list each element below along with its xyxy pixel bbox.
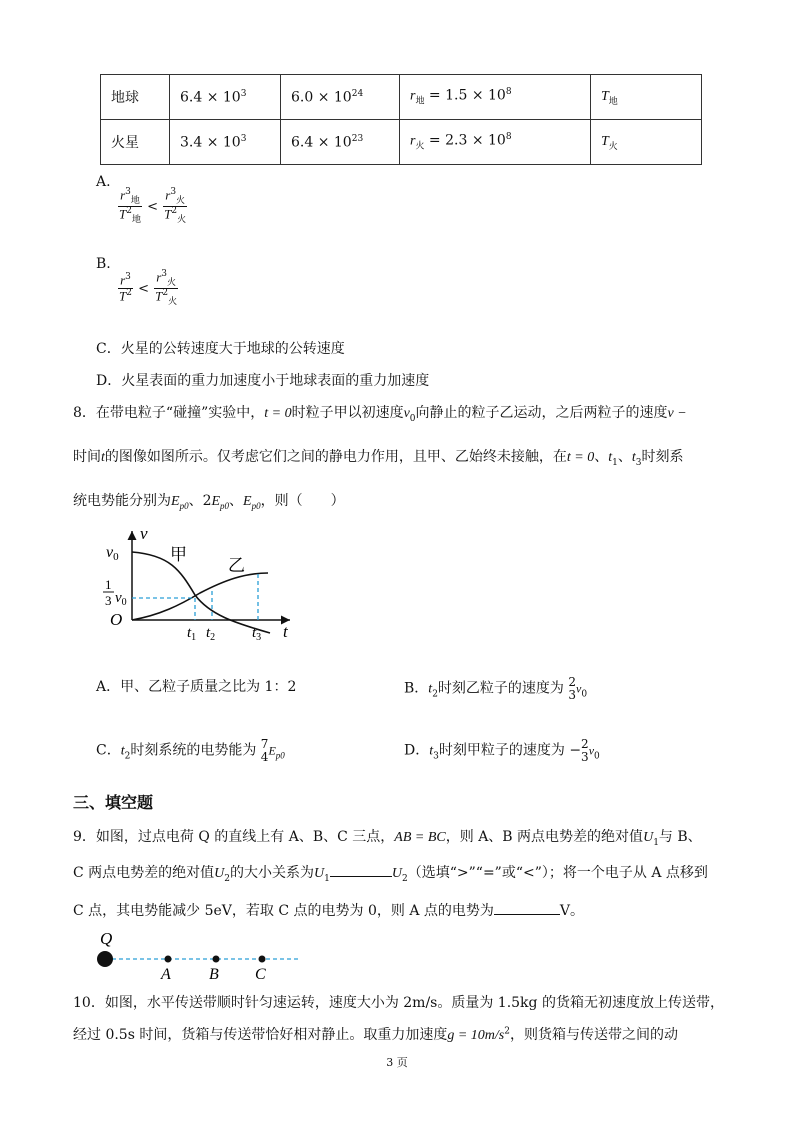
q10-stem-line2: 经过 0.5s 时间，货箱与传送带恰好相对静止。取重力加速度$g = 10m/s^2$，则货箱与传送带之间的动 bbox=[73, 1026, 678, 1043]
q7-option-b-label: B. bbox=[96, 256, 111, 272]
third-num: 1 bbox=[105, 577, 112, 592]
q8-option-d: D．$t_3$时刻甲粒子的速度为 − 2 3 $v_0$ bbox=[404, 737, 600, 764]
third-den: 3 bbox=[105, 593, 112, 608]
point-c bbox=[259, 956, 266, 963]
point-a bbox=[165, 956, 172, 963]
q8-stem-line1: 8．在带电粒子“碰撞”实验中，t = 0时粒子甲以初速度$v_0$向静止的粒子乙运动，之后两粒子的速度v − bbox=[73, 405, 687, 424]
orbit-period: $T_地$ bbox=[591, 75, 702, 120]
t1-label: $t_1$ bbox=[187, 625, 197, 643]
planet-name: 地球 bbox=[101, 75, 170, 120]
table-row bbox=[101, 75, 702, 120]
q7-option-c: C．火星的公转速度大于地球的公转速度 bbox=[96, 341, 345, 357]
page-number: 3 页 bbox=[386, 1056, 408, 1069]
q7-option-b-formula: $\frac{r^3}{T^2}$ < $\frac{r^3_火}{T^2_火}$ bbox=[119, 269, 178, 308]
planet-radius: $6.4 \times 10^3$ bbox=[170, 75, 281, 120]
yi-label: 乙 bbox=[228, 556, 245, 576]
q8-option-c: C．$t_2$时刻系统的电势能为 7 4 $E_{p0}$ bbox=[96, 737, 285, 764]
planet-mass: $6.0 \times 10^{24}$ bbox=[281, 75, 400, 120]
point-b bbox=[213, 956, 220, 963]
q8-stem-line3: 统电势能分别为$E_{p0}$、$2E_{p0}$、$E_{p0}$，则（ ） bbox=[73, 493, 345, 511]
q8-option-a: A．甲、乙粒子质量之比为 1：2 bbox=[96, 679, 297, 695]
q7-option-a-label: A. bbox=[96, 174, 111, 190]
t2-label: $t_2$ bbox=[206, 625, 216, 643]
orbit-period: $T_火$ bbox=[591, 120, 702, 165]
planet-mass: $6.4 \times 10^{23}$ bbox=[281, 120, 400, 165]
label-q: Q bbox=[100, 929, 113, 948]
v-axis-label: v bbox=[140, 525, 148, 543]
orbit-radius: $r_火 = 2.3 \times 10^8$ bbox=[400, 120, 591, 165]
table-row bbox=[101, 120, 702, 165]
q9-stem-line2: C 两点电势差的绝对值$U_2$的大小关系为$U_1$ $U_2$（选填“>”“=”或“<”）；将一个电子从 A 点移到 bbox=[73, 865, 708, 884]
orbit-radius: $r_地 = 1.5 \times 10^8$ bbox=[400, 75, 591, 120]
jia-label: 甲 bbox=[170, 545, 187, 565]
planet-name: 火星 bbox=[101, 120, 170, 165]
label-b: B bbox=[209, 966, 219, 982]
v0-label: v0 bbox=[106, 544, 119, 563]
label-a: A bbox=[161, 966, 171, 982]
q9-stem-line3: C 点，其电势能减少 5eV，若取 C 点的电势为 0，则 A 点的电势为 V。 bbox=[73, 903, 585, 919]
planet-radius: $3.4 \times 10^3$ bbox=[170, 120, 281, 165]
q8-stem-line2: 时间t的图像如图所示。仅考虑它们之间的静电力作用，且甲、乙始终未接触，在t = 0、$t_1$、$t_3$时刻系 bbox=[73, 449, 684, 468]
q7-option-a-formula: $\frac{r^3_地}{T^2_地}$ < $\frac{r^3_火}{T^2_火}$ bbox=[119, 187, 187, 226]
t-axis-label: t bbox=[283, 622, 288, 641]
q9-blank-1[interactable] bbox=[330, 876, 392, 877]
q8-option-b: B．$t_2$时刻乙粒子的速度为 2 3 $v_0$ bbox=[404, 675, 588, 702]
q7-option-d: D．火星表面的重力加速度小于地球表面的重力加速度 bbox=[96, 373, 430, 389]
q10-stem-line1: 10．如图，水平传送带顺时针匀速运转，速度大小为 2m/s。质量为 1.5kg 的货箱无初速度放上传送带， bbox=[73, 995, 724, 1011]
origin-label: O bbox=[110, 610, 123, 629]
yi-curve bbox=[132, 573, 268, 620]
velocity-time-graph bbox=[100, 525, 300, 645]
t3-label: $t_3$ bbox=[252, 625, 262, 643]
third-v0-label: $v_0$ bbox=[115, 590, 127, 608]
q9-blank-2[interactable] bbox=[494, 914, 560, 915]
planet-data-table bbox=[100, 74, 702, 165]
charge-q bbox=[97, 951, 113, 967]
point-charge-figure bbox=[90, 926, 310, 982]
label-c: C bbox=[255, 966, 266, 982]
section-heading-fill-blank: 三、填空题 bbox=[73, 793, 154, 812]
q9-stem-line1: 9．如图，过点电荷 Q 的直线上有 A、B、C 三点，AB = BC，则 A、B 两点电势差的绝对值$U_1$与 B、 bbox=[73, 829, 702, 848]
